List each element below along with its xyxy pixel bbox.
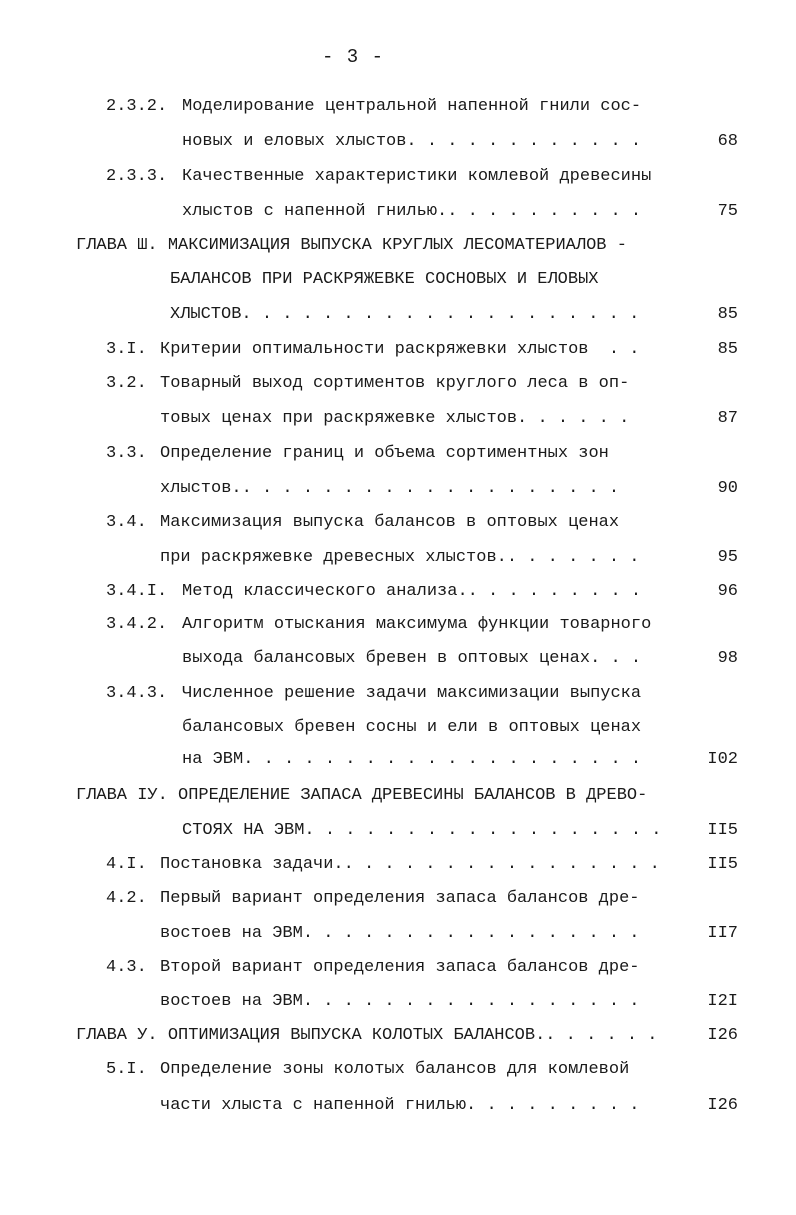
page-number: - 3 - bbox=[321, 46, 384, 68]
toc-title: Максимизация выпуска балансов в оптовых ценах bbox=[160, 513, 620, 532]
toc-title: Численное решение задачи максимизации выпуска bbox=[182, 684, 642, 703]
toc-title: Моделирование центральной напенной гнили сос- bbox=[182, 97, 642, 116]
toc-page: 85 bbox=[717, 305, 738, 324]
toc-title: Качественные характеристики комлевой древесины bbox=[182, 167, 652, 186]
toc-index: 3.I. bbox=[106, 340, 147, 359]
toc-title-cont: выхода балансовых бревен в оптовых ценах. . . bbox=[182, 649, 642, 668]
toc-page: I02 bbox=[707, 750, 738, 769]
toc-title-cont: на ЭВМ. . . . . . . . . . . . . . . . . . . . bbox=[182, 750, 642, 769]
toc-title-cont: части хлыста с напенной гнилью. . . . . . . . . bbox=[160, 1096, 640, 1115]
toc-page: 85 bbox=[717, 340, 738, 359]
toc-index: 4.3. bbox=[106, 958, 147, 977]
toc-page: I2I bbox=[707, 992, 738, 1011]
toc-title-cont: балансовых бревен сосны и ели в оптовых ценах bbox=[182, 718, 642, 737]
toc-index: 3.4.3. bbox=[106, 684, 168, 703]
toc-title: Определение границ и объема сортиментных зон bbox=[160, 444, 609, 463]
toc-title: Товарный выход сортиментов круглого леса в оп- bbox=[160, 374, 630, 393]
toc-page: 90 bbox=[717, 479, 738, 498]
toc-page: II5 bbox=[707, 855, 738, 874]
toc-title: Определение зоны колотых балансов для комлевой bbox=[160, 1060, 630, 1079]
chapter-title-cont: СТОЯХ НА ЭВМ. . . . . . . . . . . . . . . . . . bbox=[182, 821, 662, 840]
toc-page: 98 bbox=[717, 649, 738, 668]
toc-index: 3.4.2. bbox=[106, 615, 168, 634]
toc-title: Второй вариант определения запаса балансов дре- bbox=[160, 958, 640, 977]
toc-index: 2.3.3. bbox=[106, 167, 168, 186]
toc-page: I26 bbox=[707, 1096, 738, 1115]
toc-page: II5 bbox=[707, 821, 738, 840]
chapter-title-cont: БАЛАНСОВ ПРИ РАСКРЯЖЕВКЕ СОСНОВЫХ И ЕЛОВЫХ bbox=[170, 270, 599, 289]
toc-title-cont: хлыстов.. . . . . . . . . . . . . . . . . . . bbox=[160, 479, 620, 498]
chapter-title-cont: ХЛЫСТОВ. . . . . . . . . . . . . . . . . . . . bbox=[170, 305, 640, 324]
toc-title-cont: хлыстов с напенной гнилью.. . . . . . . . . . bbox=[182, 202, 642, 221]
toc-page: I26 bbox=[707, 1026, 738, 1045]
toc-index: 3.2. bbox=[106, 374, 147, 393]
toc-title: Критерии оптимальности раскряжевки хлыстов . . bbox=[160, 340, 640, 359]
toc-index: 3.3. bbox=[106, 444, 147, 463]
toc-title-cont: товых ценах при раскряжевке хлыстов. . . . . . bbox=[160, 409, 630, 428]
toc-page: 68 bbox=[717, 132, 738, 151]
toc-title: Первый вариант определения запаса балансов дре- bbox=[160, 889, 640, 908]
toc-title-cont: новых и еловых хлыстов. . . . . . . . . . . . bbox=[182, 132, 642, 151]
toc-page: 75 bbox=[717, 202, 738, 221]
toc-page: 87 bbox=[717, 409, 738, 428]
toc-index: 5.I. bbox=[106, 1060, 147, 1079]
chapter-title: ГЛАВА IУ. ОПРЕДЕЛЕНИЕ ЗАПАСА ДРЕВЕСИНЫ БАЛАНСОВ В ДРЕВО- bbox=[76, 786, 648, 805]
toc-title: Постановка задачи.. . . . . . . . . . . . . . . . bbox=[160, 855, 660, 874]
toc-title-cont: востоев на ЭВМ. . . . . . . . . . . . . . . . . bbox=[160, 992, 640, 1011]
chapter-title: ГЛАВА Ш. МАКСИМИЗАЦИЯ ВЫПУСКА КРУГЛЫХ ЛЕСОМАТЕРИАЛОВ - bbox=[76, 236, 627, 255]
toc-index: 4.2. bbox=[106, 889, 147, 908]
toc-title: Алгоритм отыскания максимума функции товарного bbox=[182, 615, 652, 634]
toc-page: 96 bbox=[717, 582, 738, 601]
chapter-title: ГЛАВА У. ОПТИМИЗАЦИЯ ВЫПУСКА КОЛОТЫХ БАЛАНСОВ.. . . . . . bbox=[76, 1026, 658, 1045]
toc-title-cont: востоев на ЭВМ. . . . . . . . . . . . . . . . . bbox=[160, 924, 640, 943]
toc-index: 4.I. bbox=[106, 855, 147, 874]
toc-index: 3.4. bbox=[106, 513, 147, 532]
toc-title-cont: при раскряжевке древесных хлыстов.. . . . . . . bbox=[160, 548, 640, 567]
toc-index: 2.3.2. bbox=[106, 97, 168, 116]
toc-index: 3.4.I. bbox=[106, 582, 168, 601]
toc-title: Метод классического анализа.. . . . . . . . . bbox=[182, 582, 642, 601]
toc-page: 95 bbox=[717, 548, 738, 567]
toc-page: II7 bbox=[707, 924, 738, 943]
